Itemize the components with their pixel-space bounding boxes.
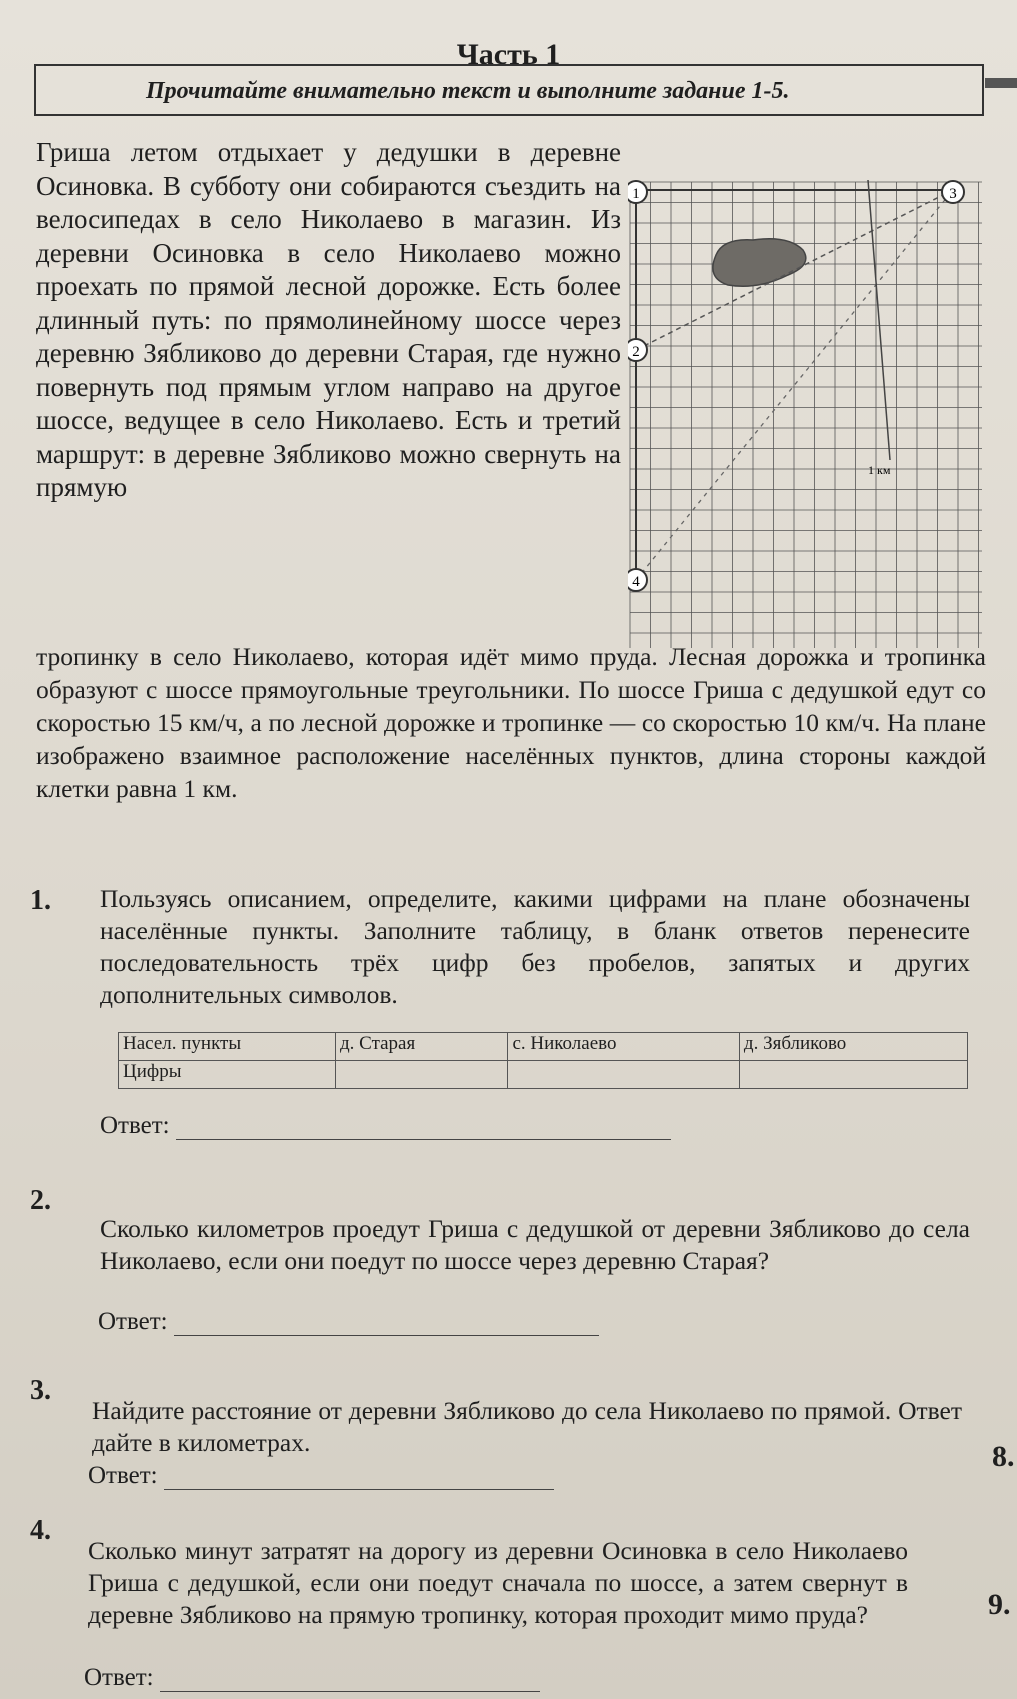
answer-label: Ответ: <box>98 1308 168 1335</box>
task-3-text: Найдите расстояние от деревни Зябликово до села Николаево по прямой. Ответ дайте в километрах. <box>92 1396 962 1457</box>
svg-text:1: 1 <box>632 186 640 202</box>
scale-label: 1 км <box>868 463 891 477</box>
village-plan-map <box>628 180 984 650</box>
places-table <box>118 1032 968 1089</box>
part-title: Часть 1 <box>456 38 561 71</box>
task-4-text: Сколько минут затратят на дорогу из деревни Осиновка в село Николаево Гриша с дедушкой, если они поедут сначала по шоссе, а затем свернут в деревне Зябликово на прямую тропинку, которая проходит мимо пруда? <box>88 1536 908 1629</box>
margin-number-9: 9. <box>988 1588 1011 1621</box>
task-1-answer <box>100 1112 671 1140</box>
table-cell: Цифры <box>119 1061 336 1089</box>
answer-label: Ответ: <box>100 1112 170 1139</box>
scale-bar <box>868 180 890 460</box>
task-1-number: 1. <box>30 885 51 916</box>
task-3-answer <box>88 1462 554 1490</box>
svg-text:4: 4 <box>632 574 640 590</box>
table-cell: д. Зябликово <box>739 1033 967 1061</box>
table-cell: Насел. пункты <box>119 1033 336 1061</box>
task-4-answer <box>84 1664 540 1692</box>
answer-line[interactable] <box>174 1309 599 1336</box>
task-2-number: 2. <box>30 1185 51 1216</box>
task-3-number: 3. <box>30 1375 51 1406</box>
table-answer-cell[interactable] <box>336 1061 508 1089</box>
answer-line[interactable] <box>160 1665 540 1692</box>
answer-label: Ответ: <box>84 1664 154 1691</box>
table-row <box>119 1061 968 1089</box>
task-4-number: 4. <box>30 1515 51 1546</box>
svg-text:2: 2 <box>632 344 640 360</box>
instruction-box <box>34 64 984 116</box>
page-edge-mark <box>985 78 1017 88</box>
marker-4 <box>628 569 647 591</box>
margin-number-8: 8. <box>992 1440 1015 1473</box>
marker-2 <box>628 339 647 361</box>
answer-line[interactable] <box>164 1463 554 1490</box>
table-answer-cell[interactable] <box>508 1061 739 1089</box>
svg-text:3: 3 <box>949 186 957 202</box>
task-2-answer <box>98 1308 599 1336</box>
answer-line[interactable] <box>176 1113 671 1140</box>
table-answer-cell[interactable] <box>739 1061 967 1089</box>
intro-text-full <box>36 640 986 805</box>
intro-text-wrapped <box>36 136 621 505</box>
task-1-text: Пользуясь описанием, определите, какими цифрами на плане обозначены населённые пункты. Заполните таблицу, в бланк ответов перенесите последовательность трёх цифр без пробелов, запятых и других дополнительных символов. <box>100 884 970 1009</box>
marker-3 <box>942 181 964 203</box>
intro-paragraph-end: тропинку в село Николаево, которая идёт мимо пруда. Лесная дорожка и тропинка образуют с шоссе прямоугольные треугольники. По шоссе Гриша с дедушкой едут со скоростью 15 км/ч, а по лесной дорожке и тропинке — со скоростью 10 км/ч. На плане изображено взаимное расположение населённых пунктов, длина стороны каждой клетки равна 1 км. <box>36 642 986 803</box>
map-grid <box>630 182 982 648</box>
marker-1 <box>628 181 647 203</box>
pond-shape <box>713 239 806 287</box>
instruction-text: Прочитайте внимательно текст и выполните задание 1-5. <box>146 78 790 104</box>
answer-label: Ответ: <box>88 1462 158 1489</box>
task-2-text: Сколько километров проедут Гриша с дедушкой от деревни Зябликово до села Николаево, если они поедут по шоссе через деревню Старая? <box>100 1214 970 1275</box>
table-cell: д. Старая <box>336 1033 508 1061</box>
table-row <box>119 1033 968 1061</box>
table-cell: с. Николаево <box>508 1033 739 1061</box>
intro-paragraph-start: Гриша летом отдыхает у дедушки в деревне Осиновка. В субботу они собираются съездить на велосипедах в село Николаево в магазин. Из деревни Осиновка в село Николаево можно проехать по прямой лесной дорожке. Есть более длинный путь: по прямолинейному шоссе через деревню Зябликово до деревни Старая, где нужно повернуть под прямым углом направо на другое шоссе, ведущее в село Николаево. Есть и третий маршрут: в деревне Зябликово можно свернуть на прямую <box>36 137 621 502</box>
